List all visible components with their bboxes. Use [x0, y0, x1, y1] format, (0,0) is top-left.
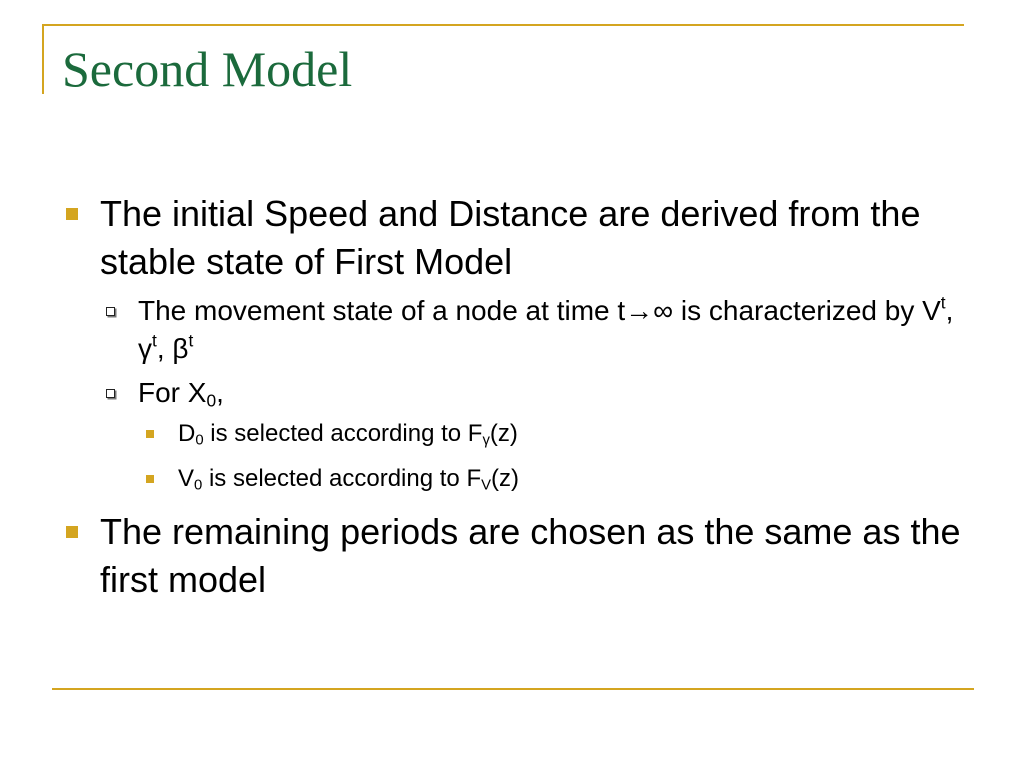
- subscript-v: V: [481, 477, 492, 494]
- v0-text-p3: (z): [491, 465, 520, 492]
- right-arrow-icon: →: [625, 295, 654, 326]
- square-bullet-icon: [66, 526, 78, 538]
- bullet-text: The remaining periods are chosen as the same as the first model: [100, 511, 961, 600]
- subscript-0: 0: [195, 432, 204, 449]
- superscript-t: t: [940, 292, 946, 313]
- bullet-level3-v0: [62, 463, 962, 495]
- square-bullet-icon: [66, 208, 78, 220]
- slide-content: [62, 190, 962, 610]
- v0-text-p1: V: [178, 465, 195, 492]
- frame-top-line: [42, 24, 964, 26]
- small-square-bullet-icon: [146, 430, 154, 438]
- bullet-level2-for-x0: [62, 374, 962, 412]
- subscript-gamma: γ: [482, 432, 490, 449]
- d0-text-p3: (z): [489, 420, 518, 447]
- hollow-square-bullet-icon: [106, 389, 115, 398]
- bullet-level1-remaining-periods: [62, 508, 962, 604]
- frame-left-line: [42, 24, 44, 94]
- movement-text-part1: The movement state of a node at time t: [138, 295, 626, 326]
- bullet-text: The initial Speed and Distance are derived from the stable state of First Model: [100, 193, 921, 282]
- bullet-level3-d0: [62, 418, 962, 450]
- superscript-t: t: [152, 330, 157, 351]
- superscript-t: t: [188, 330, 194, 351]
- subscript-0: 0: [194, 477, 203, 494]
- hollow-square-bullet-icon: [106, 307, 115, 316]
- movement-text-part2: ∞ is characterized by V: [653, 295, 941, 326]
- d0-text-p2: is selected according to F: [203, 420, 483, 447]
- v0-text-p2: is selected according to F: [202, 465, 482, 492]
- movement-text-part4: , β: [156, 333, 189, 364]
- bullet-level2-movement-state: [62, 292, 962, 368]
- movement-text-part3: , γ: [138, 295, 954, 364]
- small-square-bullet-icon: [146, 475, 154, 483]
- bullet-level1-initial-speed: [62, 190, 962, 286]
- subscript-0: 0: [206, 390, 217, 411]
- for-x-suffix: ,: [216, 377, 224, 408]
- for-x-prefix: For X: [138, 377, 207, 408]
- slide-title: Second Model: [62, 41, 353, 97]
- frame-bottom-line: [52, 688, 974, 690]
- d0-text-p1: D: [178, 420, 196, 447]
